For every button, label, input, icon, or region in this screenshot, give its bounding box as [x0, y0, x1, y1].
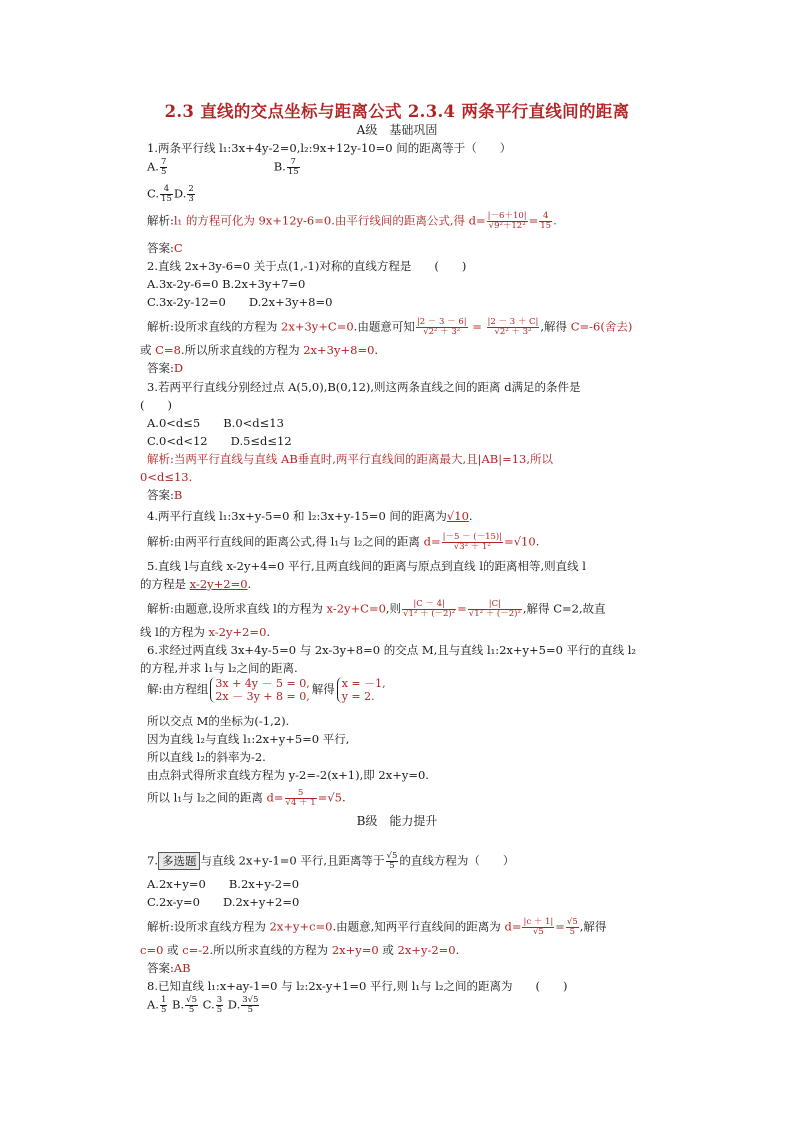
- q6-step1: 所以交点 M的坐标为(-1,2).: [147, 714, 290, 728]
- q8-options: A. $\frac{1}{5}$ B. $\frac{√5}{5}$ C. $\frac{3}{5}$ D. $\frac{3√5}{5}$: [147, 995, 259, 1015]
- q2-answer: 答案:D: [147, 361, 184, 375]
- q3-answer: 答案:B: [147, 488, 183, 502]
- section-level-b: B级 能力提升: [356, 814, 438, 828]
- q6-solution-system: 解:由方程组 3x + 4y － 5 = 0, 2x － 3y + 8 = 0, 解得 x = －1, y = 2.: [147, 677, 386, 703]
- q7-stem: 7. 多选题 与直线 2x+y-1=0 平行,且距离等于 $\frac{√5}{5}$ 的直线方程为（ ）: [147, 851, 515, 871]
- q7-options-cd: C.2x-y=0 D.2x+y+2=0: [147, 895, 300, 909]
- section-level-a: A级 基础巩固: [356, 123, 438, 137]
- q2-analysis-cont: 或 C=8.所以所求直线的方程为 2x+3y+8=0.: [140, 343, 379, 357]
- q6-step4: 由点斜式得所求直线方程为 y-2=-2(x+1),即 2x+y=0.: [147, 768, 429, 782]
- q7-analysis: 解析:设所求直线方程为 2x+y+c=0.由题意,知两平行直线间的距离为 d= $\frac{|c + 1|}{√5}$ = $\frac{√5}{5}$ ,解得: [147, 917, 607, 937]
- q1-options-ab: A. $\frac{7}{5}$ B. $\frac{7}{15}$: [147, 157, 299, 177]
- q3-options-ab: A.0<d≤5 B.0<d≤13: [147, 416, 284, 430]
- q3-stem: 3.若两平行直线分别经过点 A(5,0),B(0,12),则这两条直线之间的距离 d满足的条件是: [147, 380, 581, 394]
- q6-stem-cont: 的方程,并求 l₁与 l₂之间的距离.: [140, 661, 298, 675]
- q3-options-cd: C.0<d<12 D.5≤d≤12: [147, 434, 292, 448]
- q5-analysis-cont: 线 l的方程为 x-2y+2=0.: [140, 625, 271, 639]
- q4-stem: 4.两平行直线 l₁:3x+y-5=0 和 l₂:3x+y-15=0 间的距离为√10.: [147, 509, 473, 523]
- q1-options-cd: C. $\frac{4}{15}$ D. $\frac{2}{3}$: [147, 184, 194, 204]
- q2-options-ab: A.3x-2y-6=0 B.2x+3y+7=0: [147, 277, 306, 291]
- q4-analysis: 解析:由两平行直线间的距离公式,得 l₁与 l₂之间的距离 d= $\frac{|-5 - (-15)|}{\text{√3² ＋ 1²}}$ =√10.: [147, 532, 540, 552]
- q2-analysis: 解析:设所求直线的方程为 2x+3y+C=0.由题意可知 $\frac{|2 - 3 - 6|}{\text{√2² ＋ 3²}}$ = $\frac{|2 - 3 + C|}{\text{√2² ＋ 3²}}$ ,解得 C=-6(舍去): [147, 317, 633, 337]
- q6-stem: 6.求经过两直线 3x+4y-5=0 与 2x-3y+8=0 的交点 M,且与直线 l₁:2x+y+5=0 平行的直线 l₂: [147, 643, 637, 657]
- q3-stem-bracket: ( ): [140, 398, 172, 412]
- q5-stem: 5.直线 l与直线 x-2y+4=0 平行,且两直线间的距离与原点到直线 l的距离相等,则直线 l: [147, 559, 586, 573]
- q7-answer: 答案:AB: [147, 961, 191, 975]
- q1-answer: 答案:C: [147, 241, 183, 255]
- q8-stem: 8.已知直线 l₁:x+ay-1=0 与 l₂:2x-y+1=0 平行,则 l₁与 l₂之间的距离为 ( ): [147, 979, 568, 993]
- q5-analysis: 解析:由题意,设所求直线 l的方程为 x-2y+C=0,则 $\frac{|C - 4|}{\text{√1² ＋ (－2)²}}$ = $\frac{|C|}{\text{√1² ＋ (－2)²}}$ ,解得 C=2,故直: [147, 599, 606, 619]
- solution-system: x = －1, y = 2.: [337, 677, 386, 703]
- q6-step3: 所以直线 l₂的斜率为-2.: [147, 750, 266, 764]
- q2-options-cd: C.3x-2y-12=0 D.2x+3y+8=0: [147, 295, 333, 309]
- q7-options-ab: A.2x+y=0 B.2x+y-2=0: [147, 877, 300, 891]
- q1-stem: 1.两条平行线 l₁:3x+4y-2=0,l₂:9x+12y-10=0 间的距离等于（ ）: [147, 141, 512, 155]
- q2-stem: 2.直线 2x+3y-6=0 关于点(1,-1)对称的直线方程是 ( ): [147, 259, 467, 273]
- equation-system: 3x + 4y － 5 = 0, 2x － 3y + 8 = 0,: [210, 677, 309, 703]
- page-title: 2.3 直线的交点坐标与距离公式 2.3.4 两条平行直线间的距离: [164, 102, 630, 121]
- q3-analysis: 解析:当两平行直线与直线 AB垂直时,两平行直线间的距离最大,且|AB|=13,所以: [147, 452, 554, 466]
- q7-analysis-cont: c=0 或 c=-2.所以所求直线的方程为 2x+y=0 或 2x+y-2=0.: [140, 943, 460, 957]
- q3-analysis-cont: 0<d≤13.: [140, 470, 193, 484]
- q6-step5: 所以 l₁与 l₂之间的距离 d= $\frac{5}{√4 + 1}$ =√5.: [147, 788, 346, 808]
- q6-step2: 因为直线 l₂与直线 l₁:2x+y+5=0 平行,: [147, 732, 350, 746]
- q5-stem-cont: 的方程是 x-2y+2=0.: [140, 577, 252, 591]
- q1-analysis: 解析:l₁ 的方程可化为 9x+12y-6=0.由平行线间的距离公式,得 d= $\frac{|-6+10|}{\text{√9²＋12²}}$ = $\frac{4}{15}$ .: [147, 211, 557, 231]
- multi-choice-tag: 多选题: [158, 852, 201, 870]
